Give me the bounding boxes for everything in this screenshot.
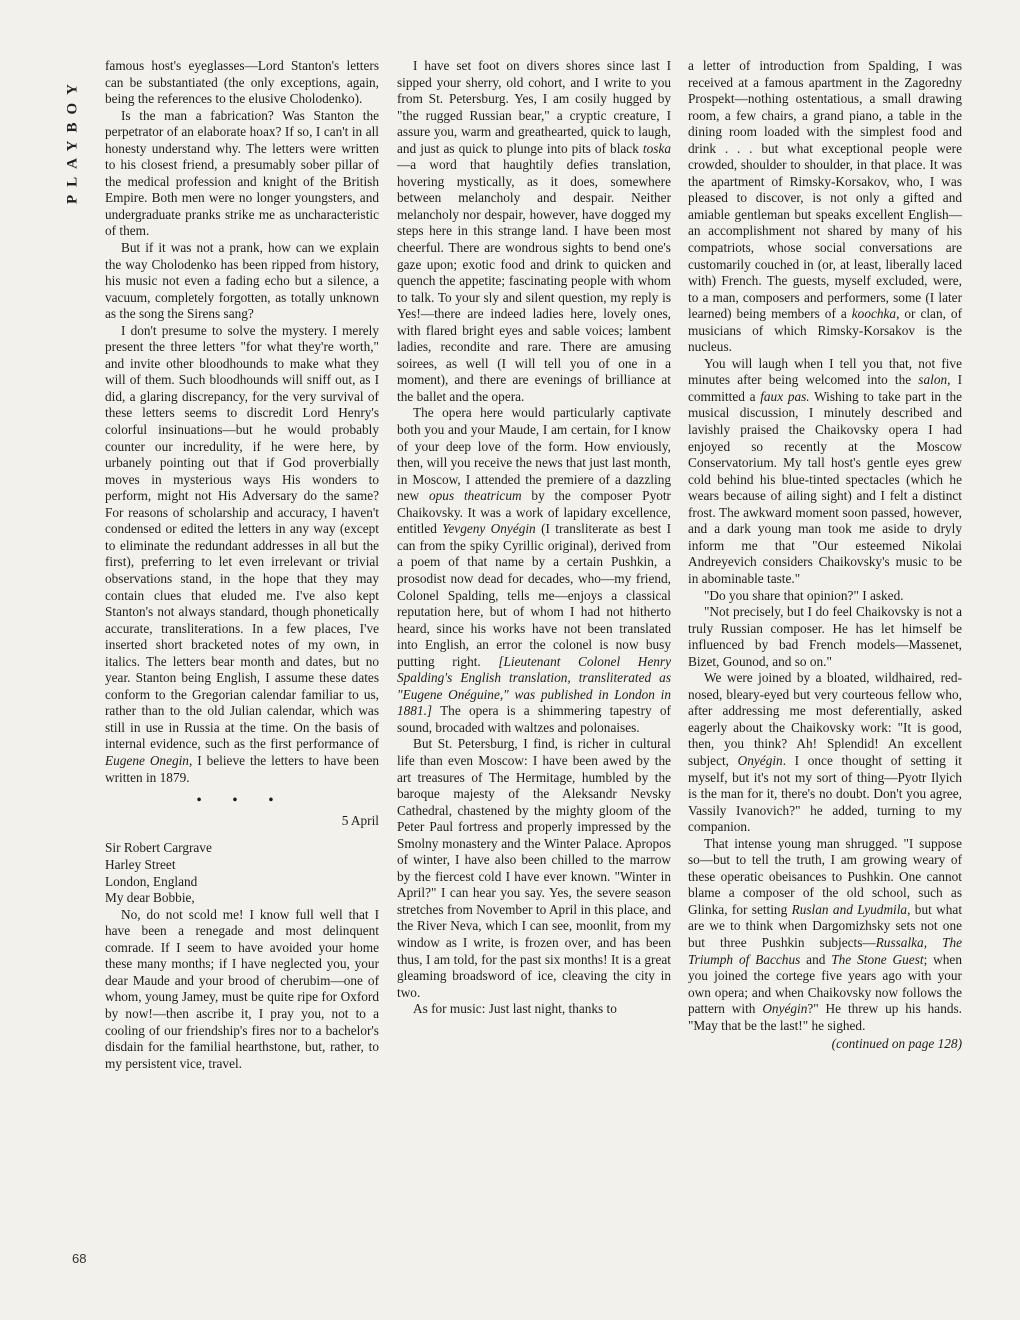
paragraph [105,323,379,786]
text-run: a letter of introduction from Spalding, I was received at a famous apartment in the Zagoredny Prospekt—nothing ostentatious, a small drawing room, a few chairs, a grand piano, a table in the dining room loaded with the simplest food and drink . . . but what exceptional people were crowded, shoulder to shoulder, in that place. It was the apartment of Rimsky-Korsakov, who, I was pleased to discover, is not only a gifted and amiable gentleman but speaks excellent English—an accomplishment not shared by many of his compatriots, whose social conversations are customarily couched in (or, at least, liberally laced with) French. The guests, myself excluded, were, to a man, composers and performers, some (I later learned) being members of a [688,58,962,322]
text-run: , I committed a [688,372,962,404]
paragraph [688,836,962,1035]
italic-text: Eugene Onegin, [105,752,193,768]
paragraph: As for music: Just last night, thanks to [413,1001,617,1017]
letter-date: 5 April [341,812,379,828]
text-run: , but what are we to think when Dargomizhsky sets not one but three Pushkin subjects— [688,901,963,950]
paragraph [397,405,671,736]
italic-text: Onyégin [762,1001,808,1017]
paragraph: No, do not scold me! I know full well that I have been a renegade and most delinquent comrade. If I seem to have avoided your home these many months; if I have neglected you, your dear Maude and your brood of cherubim—one of whom, young Jamey, must be quite ripe for Oxford by now!—then ascribe it, I pray you, not to a cooling of our friendship's fires nor to a bachelor's disdain for the familial hearthstone, but, rather, to my persistent vice, travel. [105,906,379,1071]
paragraph [688,670,962,835]
italic-text: Russalka, The Triumph of Bacchus [688,934,963,967]
paragraph: "Do you share that opinion?" I asked. [704,587,904,603]
editor-note: [Lieutenant Colonel Henry Spalding's English translation, transliterated as "Eugene Onéguine," was published in London in 1881.] [397,653,671,719]
text-run: I don't presume to solve the mystery. I merely present the three letters "for what they're worth," and invite other bloodhounds to make what they will of them. Such bloodhounds will sniff out, as I did, a glaring discrepancy, for the very survival of these letters seems to discredit Lord Henry's colorful insinuations—but he would probably counter our incredulity, if he were here, by urbanely pointing out that if God proverbially moves in mysterious ways His wonders to perform, might not His Adversary do the same? For reasons of scholarship and accuracy, I haven't condensed or edited the letters in any way (except to eliminate the redundant addresses in all but the first), preferring to let even irrelevant or trivial observations stand, in the hope that they may contain clues that eluded me. I've also kept Stanton's not always standard, though phonetically accurate, transliterations. In a few places, I've inserted short bracketed notes of my own, in italics. The letters bear month and dates, but no year. Stanton being English, I assume these dates conform to the Gregorian calendar familiar to us, rather than to the old Julian calendar, which was still in use in Russia at the time. On the basis of internal evidence, such as the first performance of [105,322,379,752]
text-run: —a word that haughtily defies translation, hovering mystically, as it does, somewhere between melancholy and despair. Neither melancholy nor despair, however, have dogged my steps here in this strange land. I have been most cheerful. There are wondrous sights to bend one's gaze upon; exotic food and drink to quicken and quench the appetite; fascinating people with whom to talk. To your sly and silent question, my reply is Yes!—there are indeed ladies here, lovely ones, with flared bright eyes and sable voices; lambent ladies, recondite and rare. There are amusing soirees, as well (I will tell you of one in a moment), and there are evenings of brilliance at the ballet and the opera. [397,157,671,404]
masthead-text: PLAYBOY [64,76,81,204]
text-run: I have set foot on divers shores since last I sipped your sherry, old cohort, and I write to you from St. Petersburg. Yes, I am cosily hugged by "the rugged Russian bear," a cryptic creature, I assure you, warm and greathearted, quick to laugh, and just as quick to plunge into pits of black [397,58,671,156]
italic-text: toska [642,140,671,156]
italic-text: koochka [851,306,897,322]
italic-text: Yevgeny Onyégin [442,521,536,537]
text-run: The opera is a shimmering tapestry of sound, brocaded with waltzes and polonaises. [397,703,671,735]
text-run: by the composer Pyotr Chaikovsky. It was a work of lapidary excellence, entitled [397,488,671,537]
text-run: and [800,951,832,967]
column-3 [688,58,962,1053]
column-1 [105,58,379,1072]
text-run: . I once thought of setting it myself, but it's not my sort of thing—Pyotr Ilyich is the man for it, there's no doubt. Don't you agree, Vassily Ivanovich?" he added, turning to my companion. [688,752,962,835]
italic-text: opus theatricum [429,488,522,504]
page-number: 68 [72,1251,87,1266]
text-run: You will laugh when I tell you that, not five minutes after being welcomed into the [688,355,962,388]
address-line: London, England [105,874,198,890]
text-run: ; when you joined the cortege five years ago with your own opera; and when Chaikovsky now follows the pattern with [688,951,962,1017]
text-run: That intense young man shrugged. "I suppose so—but to tell the truth, I am growing weary of these operatic obeisances to Pushkin. One cannot blame a composer of the old school, such as Glinka, for setting [688,835,962,917]
italic-text: faux pas. [760,388,810,404]
italic-text: Ruslan and Lyudmila [791,901,908,917]
text-run: I believe the letters to have been written in 1879. [105,752,379,785]
column-2 [397,58,671,1018]
magazine-masthead [60,60,86,220]
paragraph [397,58,671,405]
italic-text: Onyégin [737,752,783,768]
paragraph: Is the man a fabrication? Was Stanton the perpetrator of an elaborate hoax? If so, I can't in all honesty understand why. The letters were written to his closest friend, a presumably sober pillar of the medical profession and knight of the British Empire. Both men were no longer youngsters, and undergraduate pranks strike me as uncharacteristic of them. [105,107,379,239]
italic-text: The Stone Guest [831,951,924,967]
paragraph: But St. Petersburg, I find, is richer in cultural life than even Moscow: I have been awed by the art treasures of The Hermitage, humbled by the baroque majesty of the Aleksandr Nevsky Cathedral, chastened by the mighty gloom of the Peter Paul fortress and properly impressed by the Smolny monastery and the Winter Palace. Apropos of winter, I have also been chilled to the marrow by the fiercest cold I have ever known. "Winter in April?" I can hear you say. Yes, the severe season stretches from November to April in this place, and the River Neva, which I can see, moonlit, from my window as I write, is frozen over, and has been thus, I am told, for the past six months! It is a great gleaming broadsword of ice, cleaving the city in two. [397,736,671,1000]
text-run: We were joined by a bloated, wildhaired, red-nosed, bleary-eyed but very courteous fellow who, after addressing me most deferentially, asked eagerly about the Chaikovsky work: "It is good, then, you think? Ah! Splendid! An excellent subject, [688,670,962,768]
italic-text: salon [918,372,948,388]
text-run: The opera here would particularly captivate both you and your Maude, I am certain, for I know of your deep love of the form. How enviously, then, will you receive the news that just last month, in Moscow, I attended the premiere of a dazzling new [397,405,671,504]
text-run: , or clan, of musicians of which Rimsky-Korsakov is the nucleus. [688,306,962,355]
address-line: Sir Robert Cargrave [105,840,212,856]
salutation: My dear Bobbie, [105,890,195,906]
address-line: Harley Street [105,857,176,873]
paragraph: famous host's eyeglasses—Lord Stanton's letters can be substantiated (the only exceptions, again, being the references to the elusive Cholodenko). [105,58,379,107]
text-run: Wishing to take part in the musical discussion, I minutely described and lavishly praised the Chaikovsky opera I had enjoyed so recently at the Moscow Conservatorium. My tall host's gentle eyes grew cold behind his blue-tinted spectacles (which he wears because of ailing sight) and I felt a distinct frost. The awkward moment soon passed, however, and a dark young man took me aside to dryly inform me that "Our esteemed Nikolai Andreyevich considers Chaikovsky's music to be in abominable taste." [688,388,963,586]
continued-notice: (continued on page 128) [831,1036,962,1052]
section-break-dots: • • • [196,792,288,808]
paragraph: "Not precisely, but I do feel Chaikovsky is not a truly Russian composer. He has let himself be influenced by bad French models—Massenet, Bizet, Gounod, and so on." [688,604,962,669]
text-run: (I transliterate as best I can from the spiky Cyrillic original), derived from a poem of that name by a certain Pushkin, a prosodist now dead for decades, who—my friend, Colonel Spalding, tells me—enjoys a classical reputation here, but of whom I had not hitherto heard, since his works have not been translated into English, an error the colonel is now busy putting right. [397,521,671,669]
paragraph: But if it was not a prank, how can we explain the way Cholodenko has been ripped from history, his music not even a fading echo but a silence, a vacuum, completely forgotten, as totally unknown as the song the Sirens sang? [105,240,379,322]
paragraph [688,356,962,588]
text-run: ?" He threw up his hands. "May that be the last!" he sighed. [688,1001,962,1033]
paragraph [688,58,962,356]
